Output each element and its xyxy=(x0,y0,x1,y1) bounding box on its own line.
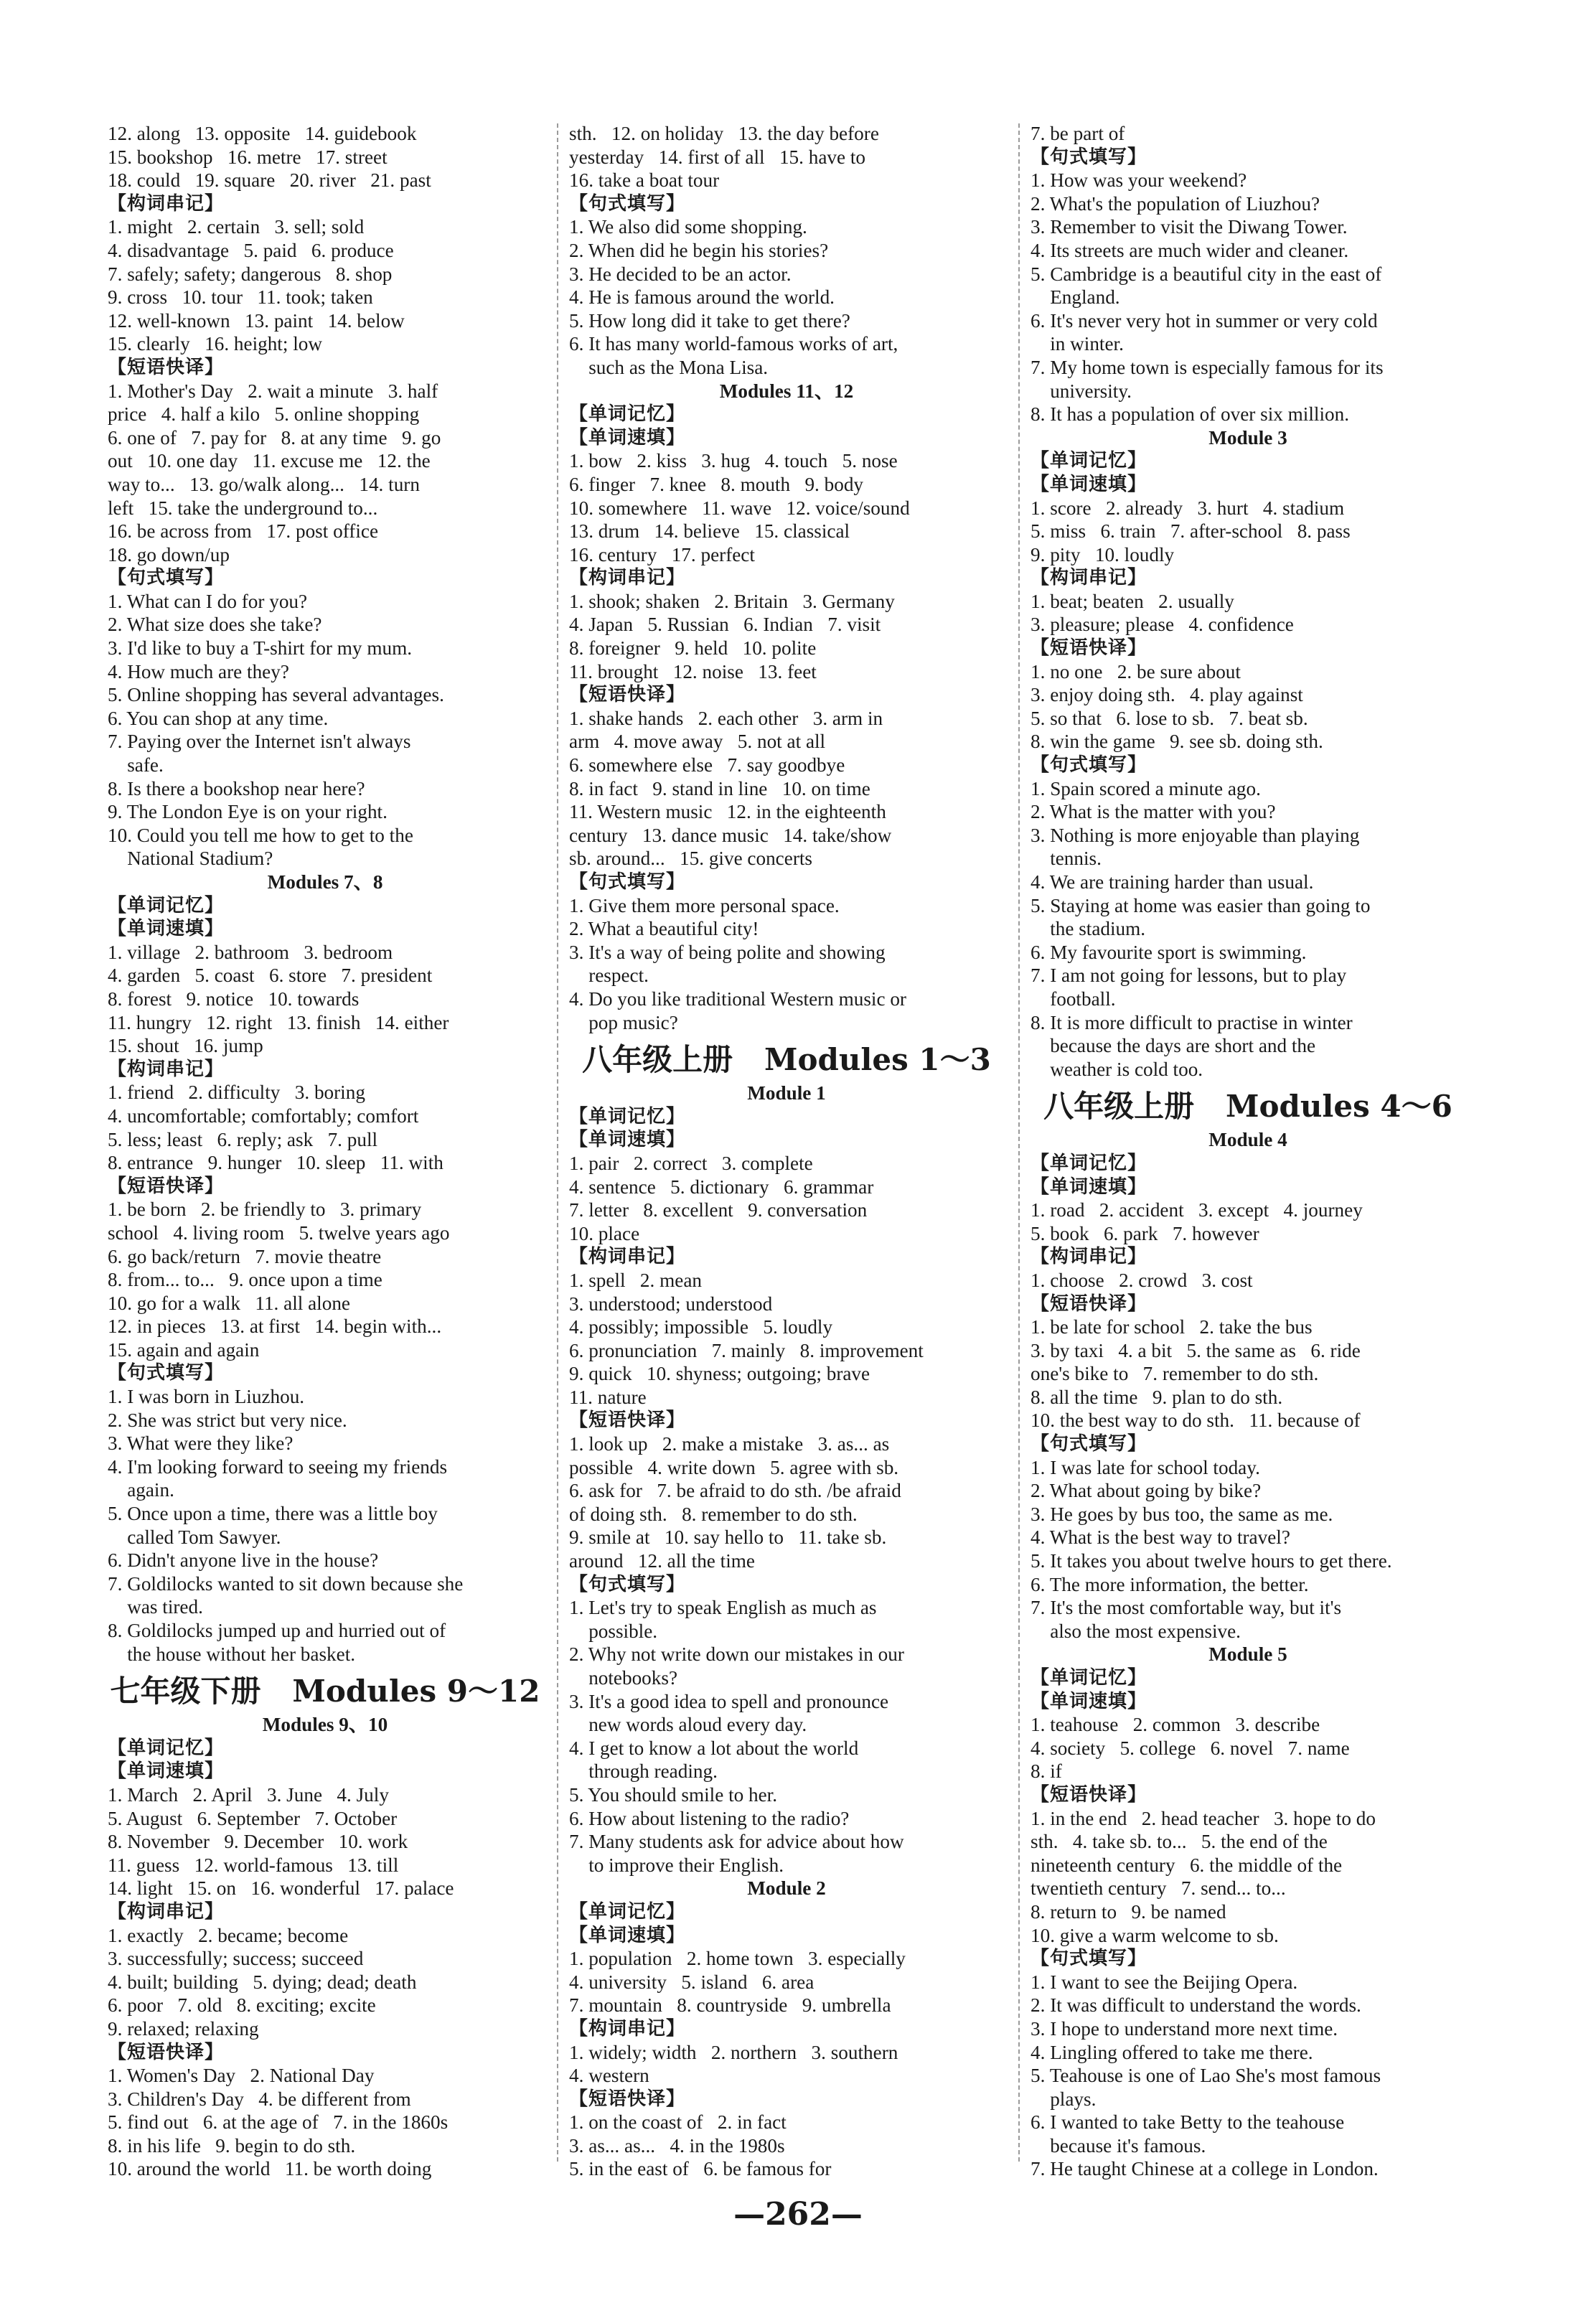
answer-line: 11. brought 12. noise 13. feet xyxy=(569,660,817,682)
answer-line: 4. possibly; impossible 5. loudly xyxy=(569,1316,833,1338)
answer-line: 15. clearly 16. height; low xyxy=(108,333,322,355)
column-2 xyxy=(569,122,1004,2181)
answer-line: 4. society 5. college 6. novel 7. name xyxy=(1031,1737,1350,1759)
module-heading: Modules 11、12 xyxy=(719,380,854,402)
answer-line: through reading. xyxy=(569,1760,718,1783)
answer-line: university. xyxy=(1031,380,1132,402)
answer-line: England. xyxy=(1031,286,1120,309)
answer-line: 5. so that 6. lose to sb. 7. beat sb. xyxy=(1031,707,1308,729)
answer-line: 11. Western music 12. in the eighteenth xyxy=(569,801,886,823)
answer-line: 4. disadvantage 5. paid 6. produce xyxy=(108,239,394,261)
answer-line: 1. I was born in Liuzhou. xyxy=(108,1386,305,1408)
section-heading: 【单词记忆】 xyxy=(1031,1152,1147,1174)
module-heading: Module 2 xyxy=(747,1877,826,1900)
answer-line: 10. Could you tell me how to get to the xyxy=(108,824,413,846)
section-heading: 【短语快译】 xyxy=(1031,1783,1147,1806)
unit-heading: 八年级上册 Modules 1～3 xyxy=(582,1042,991,1078)
column-divider xyxy=(1018,123,1020,2162)
section-heading: 【单词记忆】 xyxy=(1031,450,1147,472)
section-heading: 【短语快译】 xyxy=(569,1409,686,1432)
module-heading: Module 4 xyxy=(1208,1129,1287,1151)
answer-line: 3. Children's Day 4. be different from xyxy=(108,2088,411,2110)
answer-line: new words aloud every day. xyxy=(569,1714,807,1736)
answer-line: 1. spell 2. mean xyxy=(569,1269,702,1291)
answer-line: football. xyxy=(1031,987,1116,1010)
answer-line: 1. What can I do for you? xyxy=(108,590,308,612)
answer-line: 3. Remember to visit the Diwang Tower. xyxy=(1031,216,1348,238)
answer-line: 4. I get to know a lot about the world xyxy=(569,1737,859,1759)
answer-line: 8. It has a population of over six million. xyxy=(1031,403,1350,426)
answer-line: 4. Lingling offered to take me there. xyxy=(1031,2041,1313,2063)
answer-line: 1. on the coast of 2. in fact xyxy=(569,2111,787,2134)
answer-line: again. xyxy=(108,1479,174,1501)
answer-line: 1. road 2. accident 3. except 4. journey xyxy=(1031,1199,1363,1221)
answer-line: 5. Teahouse is one of Lao She's most famous xyxy=(1031,2065,1381,2087)
answer-line: 1. population 2. home town 3. especially xyxy=(569,1948,906,1970)
answer-line: 2. What size does she take? xyxy=(108,614,322,636)
answer-line: 1. be born 2. be friendly to 3. primary xyxy=(108,1198,422,1221)
answer-line: 10. place xyxy=(569,1222,640,1244)
answer-line: 15. shout 16. jump xyxy=(108,1035,263,1057)
answer-line: such as the Mona Lisa. xyxy=(569,356,769,378)
answer-line: 3. pleasure; please 4. confidence xyxy=(1031,614,1294,636)
answer-line: respect. xyxy=(569,965,649,987)
answer-line: 7. be part of xyxy=(1031,123,1125,144)
section-heading: 【单词速填】 xyxy=(1031,473,1147,495)
answer-line: way to... 13. go/walk along... 14. turn xyxy=(108,473,420,495)
answer-line: 4. built; building 5. dying; dead; death xyxy=(108,1971,417,1993)
answer-line: 8. Is there a bookshop near here? xyxy=(108,777,365,799)
section-heading: 【单词速填】 xyxy=(1031,1176,1147,1198)
answer-line: 15. bookshop 16. metre 17. street xyxy=(108,146,388,168)
answer-line: 3. enjoy doing sth. 4. play against xyxy=(1031,684,1303,706)
answer-line: 5. Staying at home was easier than going to xyxy=(1031,894,1371,916)
answer-line: 8. return to 9. be named xyxy=(1031,1900,1226,1923)
answer-line: 5. miss 6. train 7. after-school 8. pass xyxy=(1031,520,1351,543)
answer-line: 4. What is the best way to travel? xyxy=(1031,1526,1290,1549)
answer-line: 4. western xyxy=(569,2065,649,2087)
section-heading: 【单词速填】 xyxy=(108,918,225,940)
answer-line: sb. around... 15. give concerts xyxy=(569,848,813,870)
answer-line: 7. Many students ask for advice about how xyxy=(569,1831,904,1853)
answer-line: 1. widely; width 2. northern 3. southern xyxy=(569,2041,898,2063)
answer-line: 18. could 19. square 20. river 21. past xyxy=(108,169,431,192)
answer-line: 2. What's the population of Liuzhou? xyxy=(1031,192,1320,215)
answer-line: 6. How about listening to the radio? xyxy=(569,1807,850,1829)
answer-line: yesterday 14. first of all 15. have to xyxy=(569,146,865,168)
answer-line: 1. in the end 2. head teacher 3. hope to do xyxy=(1031,1807,1376,1829)
answer-line: 6. poor 7. old 8. exciting; excite xyxy=(108,1994,376,2017)
answer-line: 9. relaxed; relaxing xyxy=(108,2017,259,2040)
answer-line: 6. pronunciation 7. mainly 8. improvement xyxy=(569,1339,924,1361)
answer-line: 2. Why not write down our mistakes in our xyxy=(569,1643,904,1666)
answer-line: price 4. half a kilo 5. online shopping xyxy=(108,403,420,426)
answer-line: called Tom Sawyer. xyxy=(108,1526,281,1548)
answer-line: 3. I hope to understand more next time. xyxy=(1031,2017,1338,2040)
column-3 xyxy=(1031,122,1465,2181)
answer-line: 1. exactly 2. became; become xyxy=(108,1924,349,1946)
section-heading: 【构词串记】 xyxy=(569,2017,686,2040)
answer-line: 6. ask for 7. be afraid to do sth. /be afraid xyxy=(569,1480,901,1502)
answer-line: 6. somewhere else 7. say goodbye xyxy=(569,754,845,776)
answer-line: possible. xyxy=(569,1620,658,1642)
answer-line: 8. in his life 9. begin to do sth. xyxy=(108,2134,356,2157)
answer-line: century 13. dance music 14. take/show xyxy=(569,824,892,846)
section-heading: 【句式填写】 xyxy=(1031,1433,1147,1455)
answer-line: 1. Women's Day 2. National Day xyxy=(108,2065,375,2087)
answer-line: 8. forest 9. notice 10. towards xyxy=(108,987,360,1010)
answer-line: 16. century 17. perfect xyxy=(569,543,755,566)
answer-line: 4. We are training harder than usual. xyxy=(1031,871,1314,893)
answer-line: 5. Cambridge is a beautiful city in the east of xyxy=(1031,263,1382,285)
answer-line: 14. light 15. on 16. wonderful 17. palace xyxy=(108,1877,454,1900)
answer-line: to improve their English. xyxy=(569,1854,784,1876)
answer-line: 9. quick 10. shyness; outgoing; brave xyxy=(569,1363,870,1385)
answer-line: 7. I am not going for lessons, but to play xyxy=(1031,965,1347,987)
answer-line: 12. well-known 13. paint 14. below xyxy=(108,309,405,332)
section-heading: 【短语快译】 xyxy=(108,2041,225,2063)
answer-line: because the days are short and the xyxy=(1031,1035,1316,1057)
answer-line: 9. smile at 10. say hello to 11. take sb. xyxy=(569,1526,887,1549)
module-heading: Modules 9、10 xyxy=(262,1714,388,1736)
answer-line: 13. drum 14. believe 15. classical xyxy=(569,520,850,543)
answer-line: 1. We also did some shopping. xyxy=(569,216,807,238)
section-heading: 【构词串记】 xyxy=(108,1900,225,1923)
answer-line: 12. in pieces 13. at first 14. begin with... xyxy=(108,1315,442,1338)
section-heading: 【单词记忆】 xyxy=(1031,1667,1147,1689)
answer-line: 8. win the game 9. see sb. doing sth. xyxy=(1031,731,1323,753)
answer-line: 4. uncomfortable; comfortably; comfort xyxy=(108,1104,419,1127)
answer-line: 5. August 6. September 7. October xyxy=(108,1807,398,1829)
answer-line: possible 4. write down 5. agree with sb. xyxy=(569,1456,899,1478)
section-heading: 【单词速填】 xyxy=(569,1924,686,1946)
answer-line: 7. Paying over the Internet isn't always xyxy=(108,731,411,753)
answer-line: 10. go for a walk 11. all alone xyxy=(108,1292,350,1314)
answer-line: 8. It is more difficult to practise in winter xyxy=(1031,1011,1353,1033)
answer-line: 1. choose 2. crowd 3. cost xyxy=(1031,1269,1253,1291)
answer-line: school 4. living room 5. twelve years ago xyxy=(108,1221,450,1244)
unit-heading: 七年级下册 Modules 9～12 xyxy=(110,1674,540,1709)
answer-line: 15. again and again xyxy=(108,1338,260,1361)
module-heading: Modules 7、8 xyxy=(267,871,383,893)
answer-line: arm 4. move away 5. not at all xyxy=(569,731,826,753)
answer-line: 5. Online shopping has several advantages. xyxy=(108,684,444,706)
answer-line: 5. in the east of 6. be famous for xyxy=(569,2158,832,2180)
answer-line: 8. foreigner 9. held 10. polite xyxy=(569,637,817,660)
answer-line: 8. Goldilocks jumped up and hurried out of xyxy=(108,1620,446,1641)
section-heading: 【单词记忆】 xyxy=(569,403,686,426)
answer-line: 16. be across from 17. post office xyxy=(108,520,379,543)
answer-line: 6. The more information, the better. xyxy=(1031,1573,1309,1595)
answer-line: 5. find out 6. at the age of 7. in the 1860s xyxy=(108,2111,449,2134)
answer-line: 6. finger 7. knee 8. mouth 9. body xyxy=(569,473,864,495)
section-heading: 【构词串记】 xyxy=(569,567,686,589)
answer-line: 7. My home town is especially famous for its xyxy=(1031,356,1384,378)
answer-line: 8. if xyxy=(1031,1760,1062,1783)
module-heading: Module 5 xyxy=(1208,1643,1287,1666)
answer-line: nineteenth century 6. the middle of the xyxy=(1031,1854,1343,1876)
module-heading: Module 3 xyxy=(1208,426,1287,449)
answer-line: 5. book 6. park 7. however xyxy=(1031,1222,1259,1244)
answer-line: 4. How much are they? xyxy=(108,660,289,682)
answer-line: 8. entrance 9. hunger 10. sleep 11. with xyxy=(108,1152,443,1174)
answer-line: because it's famous. xyxy=(1031,2134,1206,2157)
answer-line: 6. I wanted to take Betty to the teahouse xyxy=(1031,2111,1345,2134)
answer-line: 1. teahouse 2. common 3. describe xyxy=(1031,1714,1320,1736)
answer-line: 7. safely; safety; dangerous 8. shop xyxy=(108,263,393,285)
section-heading: 【单词速填】 xyxy=(569,426,686,449)
answer-line: sth. 12. on holiday 13. the day before xyxy=(569,123,879,144)
answer-line: 3. by taxi 4. a bit 5. the same as 6. ride xyxy=(1031,1339,1361,1361)
answer-line: 2. It was difficult to understand the words. xyxy=(1031,1994,1361,2017)
answer-line: 9. cross 10. tour 11. took; taken xyxy=(108,286,373,309)
answer-line: 3. Nothing is more enjoyable than playing xyxy=(1031,824,1360,846)
answer-line: 6. go back/return 7. movie theatre xyxy=(108,1245,382,1267)
answer-line: 7. letter 8. excellent 9. conversation xyxy=(569,1199,868,1221)
answer-line: the house without her basket. xyxy=(108,1643,356,1665)
answer-line: 8. in fact 9. stand in line 10. on time xyxy=(569,777,870,799)
answer-line: 4. sentence 5. dictionary 6. grammar xyxy=(569,1176,874,1198)
answer-line: 6. You can shop at any time. xyxy=(108,707,329,729)
answer-line: 3. I'd like to buy a T-shirt for my mum. xyxy=(108,637,413,660)
answer-line: 8. from... to... 9. once upon a time xyxy=(108,1269,382,1291)
answer-line: 11. nature xyxy=(569,1386,647,1408)
answer-line: 1. I was late for school today. xyxy=(1031,1456,1260,1478)
section-heading: 【短语快译】 xyxy=(108,356,225,378)
section-heading: 【短语快译】 xyxy=(569,2088,686,2110)
answer-line: 5. You should smile to her. xyxy=(569,1783,778,1806)
section-heading: 【句式填写】 xyxy=(569,1573,686,1595)
section-heading: 【单词记忆】 xyxy=(108,1737,225,1759)
answer-line: 1. shake hands 2. each other 3. arm in xyxy=(569,707,883,729)
column-divider xyxy=(557,123,558,2162)
answer-line: 1. March 2. April 3. June 4. July xyxy=(108,1783,389,1806)
section-heading: 【构词串记】 xyxy=(108,192,225,215)
answer-line: 1. Let's try to speak English as much as xyxy=(569,1597,877,1619)
answer-line: 3. understood; understood xyxy=(569,1292,773,1315)
answer-line: 1. score 2. already 3. hurt 4. stadium xyxy=(1031,497,1345,519)
answer-line: out 10. one day 11. excuse me 12. the xyxy=(108,450,431,472)
answer-line: plays. xyxy=(1031,2088,1097,2110)
answer-line: 2. She was strict but very nice. xyxy=(108,1409,347,1431)
answer-line: 8. November 9. December 10. work xyxy=(108,1831,408,1853)
answer-line: 1. Mother's Day 2. wait a minute 3. half xyxy=(108,380,438,402)
answer-line: 5. less; least 6. reply; ask 7. pull xyxy=(108,1128,378,1150)
section-heading: 【句式填写】 xyxy=(1031,1948,1147,1970)
answer-line: 6. It's never very hot in summer or very cold xyxy=(1031,309,1378,332)
answer-line: 1. village 2. bathroom 3. bedroom xyxy=(108,941,393,963)
answer-line: pop music? xyxy=(569,1011,678,1033)
section-heading: 【句式填写】 xyxy=(108,1362,225,1384)
answer-line: 1. I want to see the Beijing Opera. xyxy=(1031,1971,1298,1993)
answer-line: 9. The London Eye is on your right. xyxy=(108,801,388,823)
answer-line: 1. friend 2. difficulty 3. boring xyxy=(108,1081,365,1104)
answer-line: 3. What were they like? xyxy=(108,1432,294,1455)
section-heading: 【单词记忆】 xyxy=(569,1900,686,1923)
answer-line: 7. It's the most comfortable way, but it's xyxy=(1031,1597,1342,1619)
answer-line: 1. might 2. certain 3. sell; sold xyxy=(108,216,365,238)
answer-line: 4. Do you like traditional Western music or xyxy=(569,987,906,1010)
answer-line: National Stadium? xyxy=(108,848,273,870)
section-heading: 【短语快译】 xyxy=(108,1175,225,1197)
section-heading: 【构词串记】 xyxy=(1031,1246,1147,1268)
answer-line: 7. He taught Chinese at a college in London. xyxy=(1031,2158,1379,2180)
section-heading: 【构词串记】 xyxy=(108,1058,225,1080)
section-heading: 【句式填写】 xyxy=(569,192,686,215)
answer-line: 1. Give them more personal space. xyxy=(569,894,840,916)
answer-line: 16. take a boat tour xyxy=(569,169,720,192)
answer-line: 5. It takes you about twelve hours to get there. xyxy=(1031,1550,1392,1572)
answer-line: 18. go down/up xyxy=(108,543,230,566)
answer-line: 6. one of 7. pay for 8. at any time 9. go xyxy=(108,426,441,449)
answer-line: 10. somewhere 11. wave 12. voice/sound xyxy=(569,497,910,519)
answer-line: 6. Didn't anyone live in the house? xyxy=(108,1549,379,1572)
answer-line: 1. beat; beaten 2. usually xyxy=(1031,590,1234,612)
section-heading: 【单词速填】 xyxy=(1031,1690,1147,1712)
answer-line: the stadium. xyxy=(1031,918,1146,940)
answer-line: 6. It has many world-famous works of art, xyxy=(569,333,898,355)
section-heading: 【句式填写】 xyxy=(108,567,225,589)
section-heading: 【构词串记】 xyxy=(569,1246,686,1268)
answer-line: 2. What a beautiful city! xyxy=(569,918,759,940)
section-heading: 【构词串记】 xyxy=(1031,567,1147,589)
answer-line: 7. mountain 8. countryside 9. umbrella xyxy=(569,1994,891,2017)
unit-heading: 八年级上册 Modules 4～6 xyxy=(1043,1089,1452,1125)
section-heading: 【句式填写】 xyxy=(569,871,686,893)
answer-line: 4. Japan 5. Russian 6. Indian 7. visit xyxy=(569,614,881,636)
answer-line: in winter. xyxy=(1031,333,1124,355)
answer-line: 2. What is the matter with you? xyxy=(1031,801,1276,823)
section-heading: 【句式填写】 xyxy=(1031,754,1147,776)
answer-line: 3. It's a way of being polite and showing xyxy=(569,941,886,963)
answer-line: 1. shook; shaken 2. Britain 3. Germany xyxy=(569,590,895,612)
answer-line: 11. guess 12. world-famous 13. till xyxy=(108,1854,399,1876)
section-heading: 【短语快译】 xyxy=(569,684,686,706)
answer-line: of doing sth. 8. remember to do sth. xyxy=(569,1503,858,1525)
answer-line: 10. around the world 11. be worth doing xyxy=(108,2158,432,2180)
answer-line: 1. Spain scored a minute ago. xyxy=(1031,777,1261,799)
answer-line: 4. He is famous around the world. xyxy=(569,286,835,309)
column-1 xyxy=(108,122,543,2181)
answer-line: 6. My favourite sport is swimming. xyxy=(1031,941,1307,963)
answer-line: around 12. all the time xyxy=(569,1550,755,1572)
answer-line: 2. What about going by bike? xyxy=(1031,1480,1262,1502)
answer-line: safe. xyxy=(108,754,164,776)
answer-line: 12. along 13. opposite 14. guidebook xyxy=(108,123,417,144)
answer-line: 4. I'm looking forward to seeing my friends xyxy=(108,1455,448,1478)
answer-line: 1. be late for school 2. take the bus xyxy=(1031,1316,1313,1338)
answer-line: 1. no one 2. be sure about xyxy=(1031,660,1241,682)
answer-line: 8. all the time 9. plan to do sth. xyxy=(1031,1386,1283,1408)
section-heading: 【单词速填】 xyxy=(108,1760,225,1783)
answer-line: 1. look up 2. make a mistake 3. as... as xyxy=(569,1433,890,1455)
answer-line: left 15. take the underground to... xyxy=(108,497,378,519)
module-heading: Module 1 xyxy=(747,1082,826,1104)
answer-line: 1. pair 2. correct 3. complete xyxy=(569,1152,813,1174)
answer-line: 9. pity 10. loudly xyxy=(1031,543,1175,566)
answer-line: 4. Its streets are much wider and cleaner. xyxy=(1031,239,1349,261)
section-heading: 【短语快译】 xyxy=(1031,637,1147,660)
answer-line: 3. He goes by bus too, the same as me. xyxy=(1031,1503,1333,1525)
answer-line: tennis. xyxy=(1031,848,1102,870)
answer-line: 3. as... as... 4. in the 1980s xyxy=(569,2134,785,2157)
answer-line: 4. university 5. island 6. area xyxy=(569,1971,815,1993)
answer-line: 5. Once upon a time, there was a little boy xyxy=(108,1503,438,1525)
answer-line: 2. When did he begin his stories? xyxy=(569,239,829,261)
answer-line: 3. successfully; success; succeed xyxy=(108,1948,364,1970)
section-heading: 【单词速填】 xyxy=(569,1129,686,1151)
answer-line: weather is cold too. xyxy=(1031,1058,1203,1080)
page-number: —262— xyxy=(733,2196,863,2233)
section-heading: 【单词记忆】 xyxy=(108,894,225,916)
answer-line: 4. garden 5. coast 6. store 7. president xyxy=(108,965,433,987)
answer-line: 3. He decided to be an actor. xyxy=(569,263,792,285)
answer-line: 5. How long did it take to get there? xyxy=(569,309,850,332)
answer-line: was tired. xyxy=(108,1596,203,1618)
answer-line: 10. the best way to do sth. 11. because of xyxy=(1031,1409,1361,1432)
answer-line: also the most expensive. xyxy=(1031,1620,1241,1642)
section-heading: 【单词记忆】 xyxy=(569,1105,686,1127)
answer-line: 7. Goldilocks wanted to sit down because she xyxy=(108,1572,464,1595)
answer-line: one's bike to 7. remember to do sth. xyxy=(1031,1363,1319,1385)
answer-line: notebooks? xyxy=(569,1667,678,1689)
answer-line: sth. 4. take sb. to... 5. the end of the xyxy=(1031,1831,1328,1853)
section-heading: 【短语快译】 xyxy=(1031,1292,1147,1315)
answer-line: twentieth century 7. send... to... xyxy=(1031,1877,1286,1900)
answer-line: 1. bow 2. kiss 3. hug 4. touch 5. nose xyxy=(569,450,898,472)
answer-line: 10. give a warm welcome to sb. xyxy=(1031,1924,1279,1946)
section-heading: 【句式填写】 xyxy=(1031,146,1147,168)
answer-line: 1. How was your weekend? xyxy=(1031,169,1247,192)
answer-line: 3. It's a good idea to spell and pronounce xyxy=(569,1690,889,1712)
answer-line: 11. hungry 12. right 13. finish 14. either xyxy=(108,1011,449,1033)
